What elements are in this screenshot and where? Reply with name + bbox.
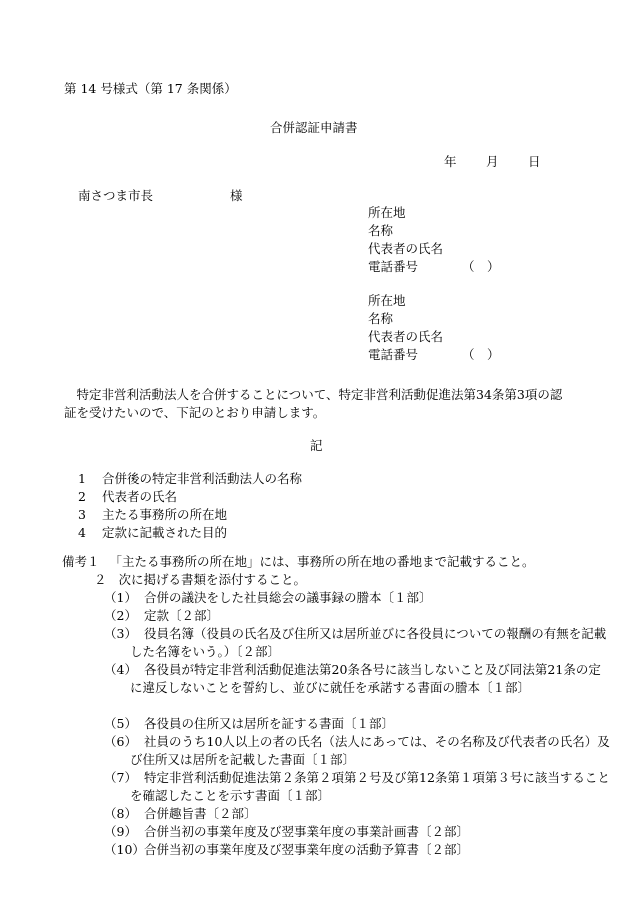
body-paragraph: 特定非営利活動法人を合併することについて、特定非営利活動促進法第34条第3項の認証を受けたいので、下記のとおり申請します。 [64,387,563,420]
note-2 [94,571,306,589]
item-text: 代表者の氏名 [102,489,178,504]
attachment-item [104,841,469,859]
address-label: 所在地 [368,293,406,308]
notes-label: 備考１ [62,554,100,569]
list-item [78,488,177,506]
attachment-number: （3） [104,626,137,641]
form-number: 第 14 号様式（第 17 条関係） [64,81,237,96]
name-label: 名称 [368,311,394,326]
attachment-number: （2） [104,608,137,623]
attachment-number: （9） [104,824,137,839]
attachment-item [104,625,612,661]
date-month: 月 [486,154,499,169]
list-item [78,524,227,542]
addressee-name: 南さつま市長 [78,188,154,203]
phone-paren: （ ） [462,347,500,362]
attachment-text: 各役員の住所又は居所を証する書面〔１部〕 [144,716,395,731]
item-number: 3 [78,507,86,522]
attachment-text: 社員のうち10人以上の者の氏名（法人にあっては、その名称及び代表者の氏名）及び住所又は居所を記載した書面〔１部〕 [130,734,610,767]
note-1-text: 「主たる事務所の所在地」には、事務所の所在地の番地まで記載すること。 [109,554,535,569]
attachment-number: （1） [104,590,137,605]
note-1 [62,553,535,571]
name-label: 名称 [368,223,394,238]
list-item [78,470,302,488]
attachment-text: 合併当初の事業年度及び翌事業年度の活動予算書〔２部〕 [144,842,470,857]
representative-label: 代表者の氏名 [368,329,444,344]
attachment-number: （8） [104,806,137,821]
attachment-item [104,823,469,841]
list-item [78,506,227,524]
note-2-text: 次に掲げる書類を添付すること。 [118,572,307,587]
attachment-item [104,589,432,607]
date-day: 日 [528,154,541,169]
attachment-text: 合併趣旨書〔２部〕 [144,806,257,821]
addressee-honorific: 様 [230,188,243,203]
attachment-text: 特定非営利活動促進法第２条第２項第２号及び第12条第１項第３号に該当することを確認したことを示す書面〔１部〕 [130,770,610,803]
attachment-number: （5） [104,716,137,731]
attachment-text: 合併の議決をした社員総会の議事録の謄本〔１部〕 [144,590,432,605]
attachment-number: （6） [104,734,137,749]
attachment-text: 各役員が特定非営利活動促進法第20条各号に該当しないこと及び同法第21条の定に違反しないことを誓約し、並びに就任を承諾する書面の謄本〔１部〕 [130,662,601,695]
phone-paren: （ ） [462,259,500,274]
attachment-number: （7） [104,770,137,785]
attachment-number: （10） [104,842,145,857]
item-number: 2 [78,489,86,504]
attachment-item [104,715,394,733]
item-text: 主たる事務所の所在地 [102,507,228,522]
attachment-item [104,805,257,823]
attachment-item [104,661,612,697]
date-year: 年 [444,154,457,169]
item-number: 1 [78,471,86,486]
attachment-number: （4） [104,662,137,677]
note-2-number: ２ [94,572,107,587]
ki-heading: 記 [310,438,323,453]
attachment-item [104,769,612,805]
attachment-text: 定款〔２部〕 [144,608,220,623]
address-label: 所在地 [368,205,406,220]
phone-label: 電話番号 [368,347,419,362]
attachment-item [104,733,612,769]
representative-label: 代表者の氏名 [368,241,444,256]
attachment-text: 合併当初の事業年度及び翌事業年度の事業計画書〔２部〕 [144,824,470,839]
attachment-item [104,607,219,625]
document-title: 合併認証申請書 [270,120,358,135]
item-number: 4 [78,525,86,540]
item-text: 合併後の特定非営利活動法人の名称 [102,471,303,486]
item-text: 定款に記載された目的 [102,525,228,540]
attachment-text: 役員名簿（役員の氏名及び住所又は居所並びに各役員についての報酬の有無を記載した名簿をいう。）〔２部〕 [130,626,607,659]
phone-label: 電話番号 [368,259,419,274]
